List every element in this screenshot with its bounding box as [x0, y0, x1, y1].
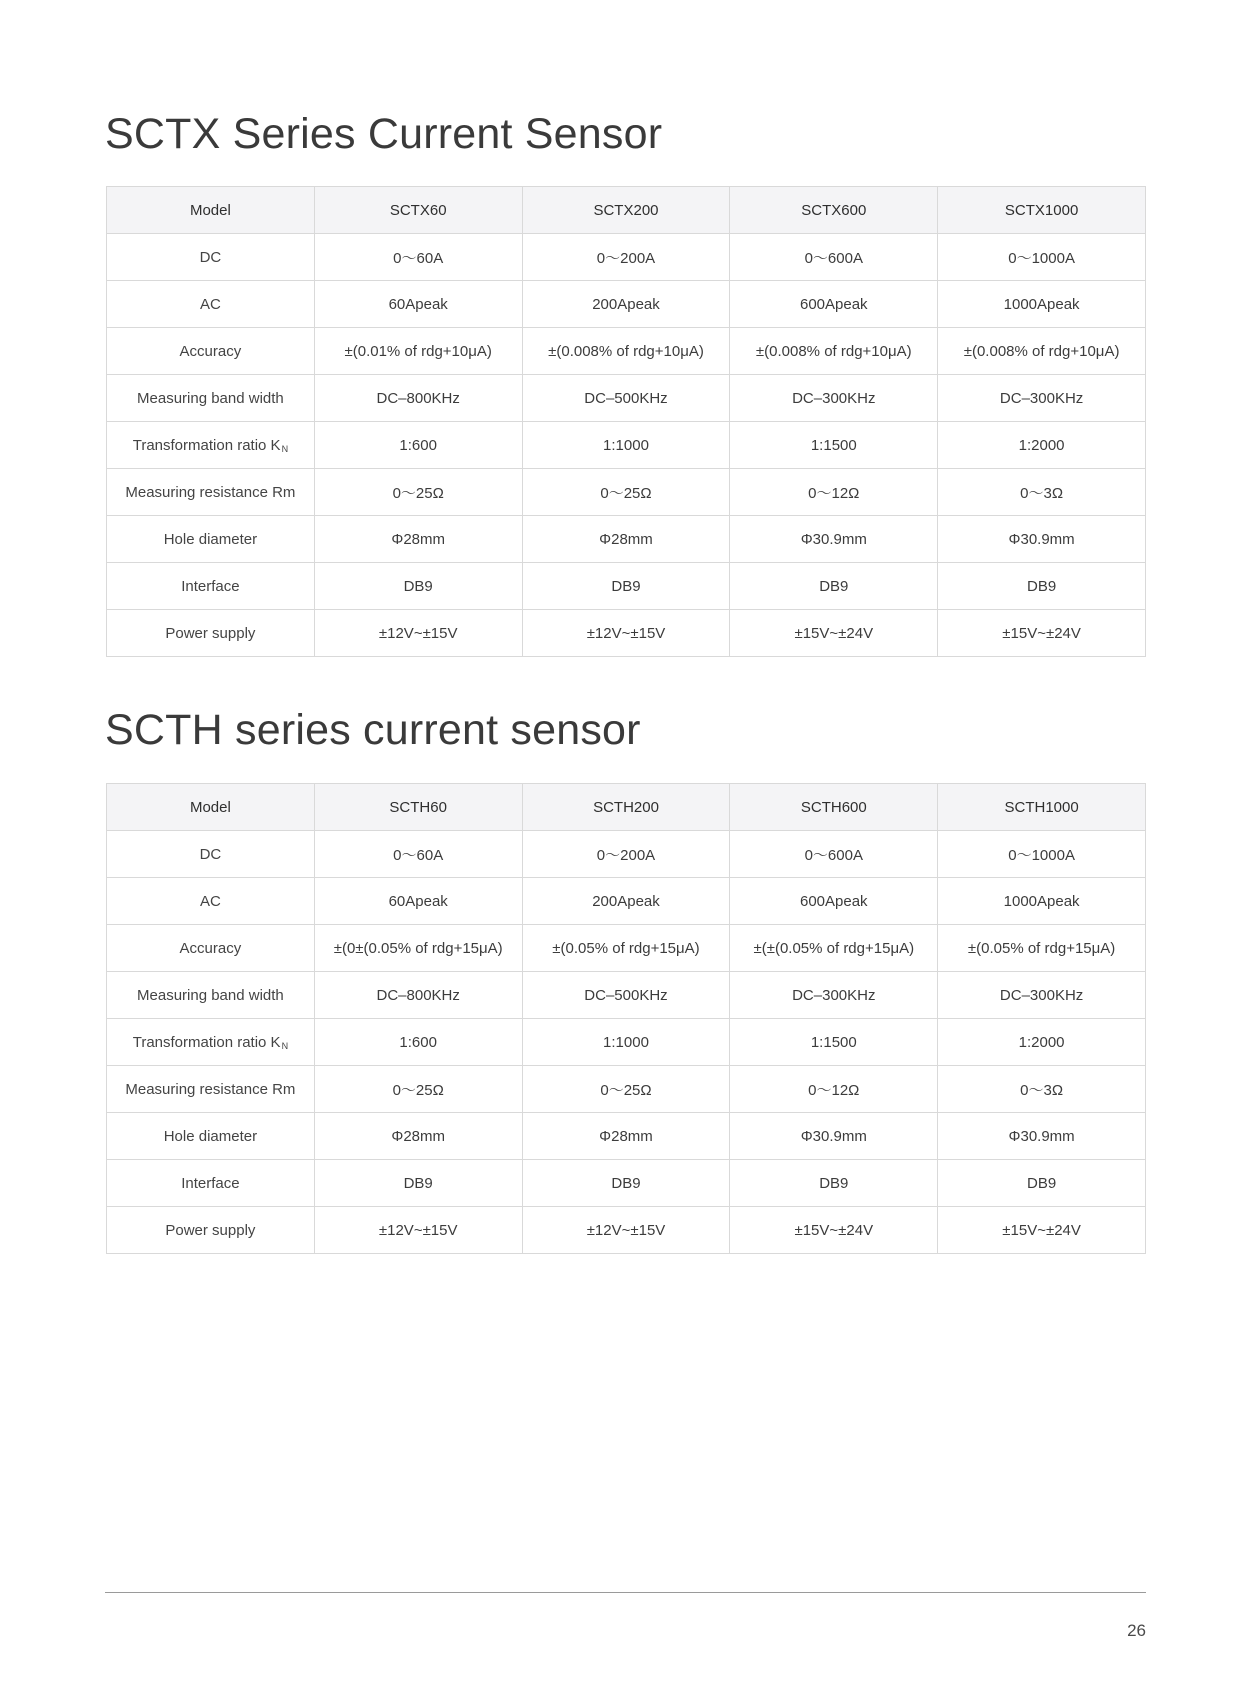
row-label-text: Measuring resistance Rm [125, 483, 296, 501]
row-label [107, 469, 315, 516]
table-row [107, 1113, 1146, 1160]
row-label [107, 563, 315, 610]
table-cell: Φ28mm [522, 1113, 730, 1160]
table-cell: DB9 [938, 1160, 1146, 1207]
table-cell: Φ30.9mm [938, 516, 1146, 563]
row-label-text: Accuracy [179, 939, 242, 957]
table-cell: 1:1500 [730, 1019, 938, 1066]
table-cell: ±12V~±15V [522, 1207, 730, 1254]
table-cell: 0～200A [522, 234, 730, 281]
row-label-text: DC [199, 248, 222, 266]
column-header-model-name: SCTH60 [314, 784, 522, 831]
table-cell: DB9 [730, 1160, 938, 1207]
table-row [107, 1066, 1146, 1113]
table-cell: 0～200A [522, 831, 730, 878]
table-cell: 60Apeak [314, 281, 522, 328]
row-label-text: AC [199, 892, 221, 910]
table-cell: 1:2000 [938, 422, 1146, 469]
row-label-text: AC [199, 295, 221, 313]
table-cell: 0～25Ω [522, 469, 730, 516]
column-header-model: Model [107, 187, 315, 234]
table-cell: 0～60A [314, 831, 522, 878]
table-row [107, 328, 1146, 375]
column-header-model: Model [107, 784, 315, 831]
table-cell: DC–500KHz [522, 375, 730, 422]
table-row [107, 516, 1146, 563]
table-cell: ±12V~±15V [522, 610, 730, 657]
table-cell: 0～3Ω [938, 469, 1146, 516]
table-cell: ±15V~±24V [730, 1207, 938, 1254]
table-header-row [107, 187, 1146, 234]
row-label-text: Accuracy [179, 342, 242, 360]
row-label [107, 234, 315, 281]
table-cell: ±15V~±24V [730, 610, 938, 657]
table-cell: 60Apeak [314, 878, 522, 925]
table-cell: DC–300KHz [730, 972, 938, 1019]
table-row [107, 375, 1146, 422]
table-cell: ±15V~±24V [938, 610, 1146, 657]
row-label [107, 610, 315, 657]
row-label [107, 878, 315, 925]
table-row [107, 831, 1146, 878]
table-cell: Φ30.9mm [730, 516, 938, 563]
table-cell: ±12V~±15V [314, 1207, 522, 1254]
table-cell: ±(0±(0.05% of rdg+15μA) [314, 925, 522, 972]
table-cell: DB9 [522, 563, 730, 610]
sctx-section-title: SCTX Series Current Sensor [105, 110, 663, 158]
table-row [107, 1019, 1146, 1066]
table-cell: Φ30.9mm [938, 1113, 1146, 1160]
table-row [107, 1207, 1146, 1254]
column-header-model-name: SCTX600 [730, 187, 938, 234]
table-cell: 1:1500 [730, 422, 938, 469]
footer-divider [105, 1592, 1146, 1593]
row-label-text: Power supply [165, 624, 256, 642]
row-label [107, 972, 315, 1019]
row-label [107, 1207, 315, 1254]
row-label-text: Hole diameter [163, 530, 258, 548]
table-cell: 1000Apeak [938, 281, 1146, 328]
table-cell: Φ28mm [314, 1113, 522, 1160]
table-cell: 0～3Ω [938, 1066, 1146, 1113]
row-label-text: Transformation ratio K [132, 1033, 281, 1051]
table-row [107, 234, 1146, 281]
table-row [107, 972, 1146, 1019]
table-cell: 0～600A [730, 831, 938, 878]
row-label [107, 1113, 315, 1160]
row-label-text: Power supply [165, 1221, 256, 1239]
table-cell: ±(0.008% of rdg+10μA) [938, 328, 1146, 375]
table-cell: ±(0.05% of rdg+15μA) [522, 925, 730, 972]
table-cell: DB9 [522, 1160, 730, 1207]
table-cell: 0～12Ω [730, 1066, 938, 1113]
table-cell: 200Apeak [522, 878, 730, 925]
row-label-text: Interface [181, 577, 240, 595]
table-cell: 1000Apeak [938, 878, 1146, 925]
table-cell: ±(0.05% of rdg+15μA) [938, 925, 1146, 972]
table-cell: 0～25Ω [314, 469, 522, 516]
table-cell: 1:1000 [522, 422, 730, 469]
table-cell: DB9 [314, 563, 522, 610]
table-cell: Φ28mm [314, 516, 522, 563]
row-label [107, 516, 315, 563]
scth-section-title: SCTH series current sensor [105, 706, 641, 754]
scth-spec-table [106, 783, 1146, 1254]
table-cell: DC–300KHz [938, 972, 1146, 1019]
column-header-model-name: SCTH600 [730, 784, 938, 831]
table-cell: Φ28mm [522, 516, 730, 563]
row-label [107, 925, 315, 972]
column-header-model-name: SCTH200 [522, 784, 730, 831]
table-cell: DC–800KHz [314, 972, 522, 1019]
table-cell: 0～12Ω [730, 469, 938, 516]
table-row [107, 469, 1146, 516]
row-label-text: DC [199, 845, 222, 863]
row-label-text: Measuring band width [137, 986, 284, 1004]
table-row [107, 878, 1146, 925]
row-label-subscript: N [281, 443, 289, 454]
table-row [107, 925, 1146, 972]
table-cell: ±12V~±15V [314, 610, 522, 657]
table-cell: DB9 [938, 563, 1146, 610]
table-row [107, 563, 1146, 610]
table-cell: ±(0.008% of rdg+10μA) [730, 328, 938, 375]
row-label-subscript: N [281, 1040, 289, 1051]
table-cell: DC–300KHz [938, 375, 1146, 422]
table-header-row [107, 784, 1146, 831]
table-cell: 0～25Ω [314, 1066, 522, 1113]
row-label-text: Transformation ratio K [132, 436, 281, 454]
table-row [107, 422, 1146, 469]
table-cell: DC–500KHz [522, 972, 730, 1019]
row-label [107, 1066, 315, 1113]
page-number: 26 [1127, 1621, 1146, 1640]
row-label-text: Measuring resistance Rm [125, 1080, 296, 1098]
table-cell: 0～1000A [938, 234, 1146, 281]
table-cell: 600Apeak [730, 878, 938, 925]
row-label [107, 328, 315, 375]
table-cell: DC–800KHz [314, 375, 522, 422]
table-cell: DB9 [314, 1160, 522, 1207]
table-cell: 0～600A [730, 234, 938, 281]
row-label [107, 1019, 315, 1066]
row-label [107, 1160, 315, 1207]
sctx-spec-table [106, 186, 1146, 657]
row-label-text: Measuring band width [137, 389, 284, 407]
column-header-model-name: SCTX1000 [938, 187, 1146, 234]
table-cell: ±(0.008% of rdg+10μA) [522, 328, 730, 375]
column-header-model-name: SCTX200 [522, 187, 730, 234]
table-cell: 0～25Ω [522, 1066, 730, 1113]
table-row [107, 1160, 1146, 1207]
table-cell: DB9 [730, 563, 938, 610]
column-header-model-name: SCTX60 [314, 187, 522, 234]
table-cell: 1:2000 [938, 1019, 1146, 1066]
table-cell: 0～60A [314, 234, 522, 281]
table-cell: 1:600 [314, 422, 522, 469]
table-cell: Φ30.9mm [730, 1113, 938, 1160]
row-label [107, 281, 315, 328]
column-header-model-name: SCTH1000 [938, 784, 1146, 831]
table-cell: DC–300KHz [730, 375, 938, 422]
table-cell: 1:600 [314, 1019, 522, 1066]
table-cell: 1:1000 [522, 1019, 730, 1066]
row-label [107, 422, 315, 469]
row-label-text: Hole diameter [163, 1127, 258, 1145]
table-cell: ±15V~±24V [938, 1207, 1146, 1254]
row-label [107, 375, 315, 422]
row-label-text: Interface [181, 1174, 240, 1192]
table-cell: 600Apeak [730, 281, 938, 328]
row-label [107, 831, 315, 878]
table-row [107, 610, 1146, 657]
table-cell: ±(±(0.05% of rdg+15μA) [730, 925, 938, 972]
table-cell: 0～1000A [938, 831, 1146, 878]
table-row [107, 281, 1146, 328]
table-cell: 200Apeak [522, 281, 730, 328]
table-cell: ±(0.01% of rdg+10μA) [314, 328, 522, 375]
